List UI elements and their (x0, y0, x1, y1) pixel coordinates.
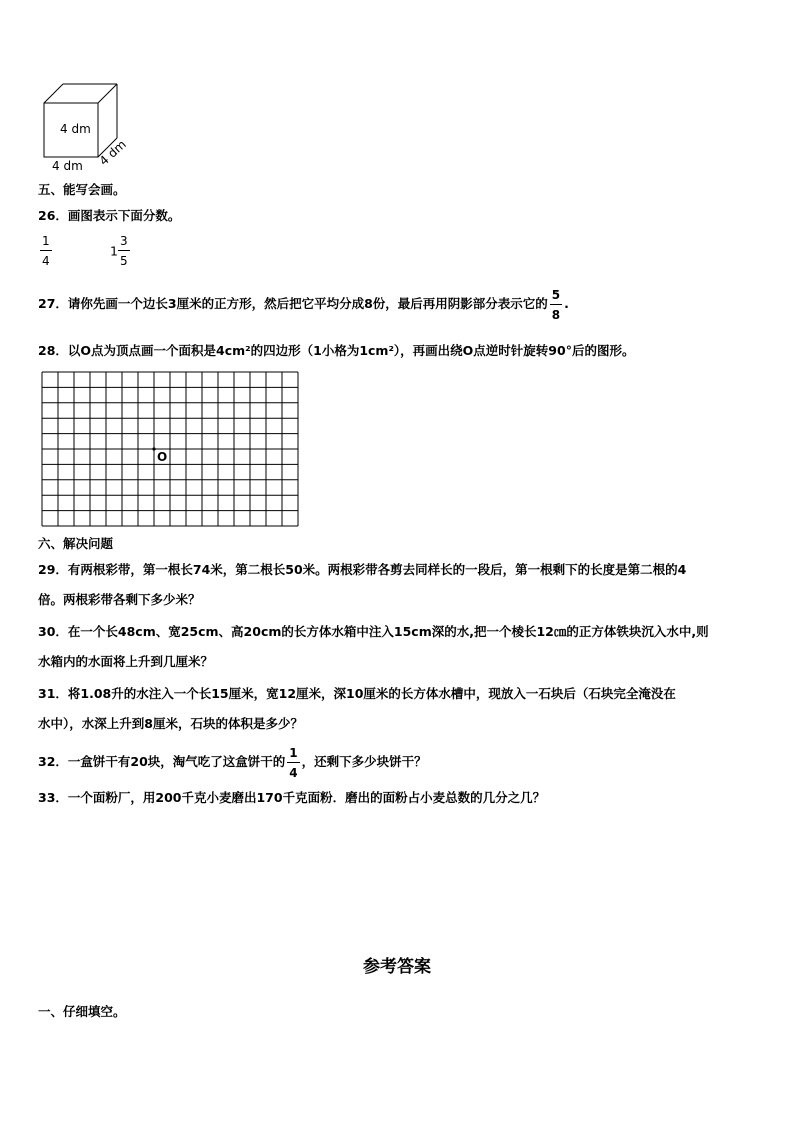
square-grid (40, 371, 300, 527)
answers-section-one: 一、仔细填空。 (38, 1004, 126, 1019)
origin-point (152, 447, 155, 450)
question-28: 28．以O点为顶点画一个面积是4cm²的四边形（1小格为1cm²），再画出绕O点逆时针旋转90°后的图形。 (38, 343, 635, 358)
q27-text: 27．请你先画一个边长3厘米的正方形，然后把它平均分成8份，最后再用阴影部分表示它的 (38, 296, 548, 311)
mixed-whole: 1 (110, 243, 118, 259)
q32-text-after: ，还剩下多少块饼干？ (301, 754, 427, 769)
section-six-title: 六、解决问题 (38, 536, 114, 551)
answers-title: 参考答案 (363, 957, 431, 977)
fraction-numerator: 5 (551, 287, 561, 302)
cube-side-label: 4 dm (96, 137, 129, 169)
question-27 (38, 284, 569, 324)
fraction-numerator: 1 (42, 234, 50, 248)
origin-label: O (157, 450, 168, 464)
fraction-numerator: 3 (119, 234, 128, 248)
question-29-line-2: 倍。两根彩带各剩下多少米？ (38, 592, 201, 607)
question-26: 26．画图表示下面分数。 (38, 208, 181, 223)
question-32 (38, 742, 427, 782)
q26-fraction-2 (110, 234, 132, 268)
q32-text: 32．一盒饼干有20块，淘气吃了这盒饼干的 (38, 754, 286, 769)
cube-bottom-label: 4 dm (52, 159, 83, 173)
fraction-numerator: 1 (289, 745, 298, 760)
fraction-denominator: 4 (42, 254, 50, 268)
section-five-title: 五、能写会画。 (38, 182, 126, 197)
cube-figure (36, 80, 146, 175)
cube-front-label: 4 dm (60, 122, 91, 136)
question-31-line-1: 31．将1.08升的水注入一个长15厘米，宽12厘米，深10厘米的长方体水槽中，现放入一石块后（石块完全淹没在 (38, 686, 676, 701)
q27-period: . (564, 296, 569, 311)
fraction-denominator: 5 (119, 254, 128, 268)
question-30-line-1: 30．在一个长48cm、宽25cm、高20cm的长方体水箱中注入15cm深的水,把一个棱长12㎝的正方体铁块沉入水中,则 (38, 624, 709, 639)
q26-fraction-1 (38, 234, 54, 268)
question-31-line-2: 水中），水深上升到8厘米，石块的体积是多少？ (38, 716, 303, 731)
question-30-line-2: 水箱内的水面将上升到几厘米？ (38, 654, 214, 669)
fraction-denominator: 8 (551, 307, 561, 322)
fraction-denominator: 4 (289, 765, 298, 780)
question-33: 33．一个面粉厂，用200千克小麦磨出170千克面粉．磨出的面粉占小麦总数的几分之几？ (38, 790, 546, 805)
question-29-line-1: 29．有两根彩带，第一根长74米，第二根长50米。两根彩带各剪去同样长的一段后，第一根剩下的长度是第二根的4 (38, 562, 687, 577)
